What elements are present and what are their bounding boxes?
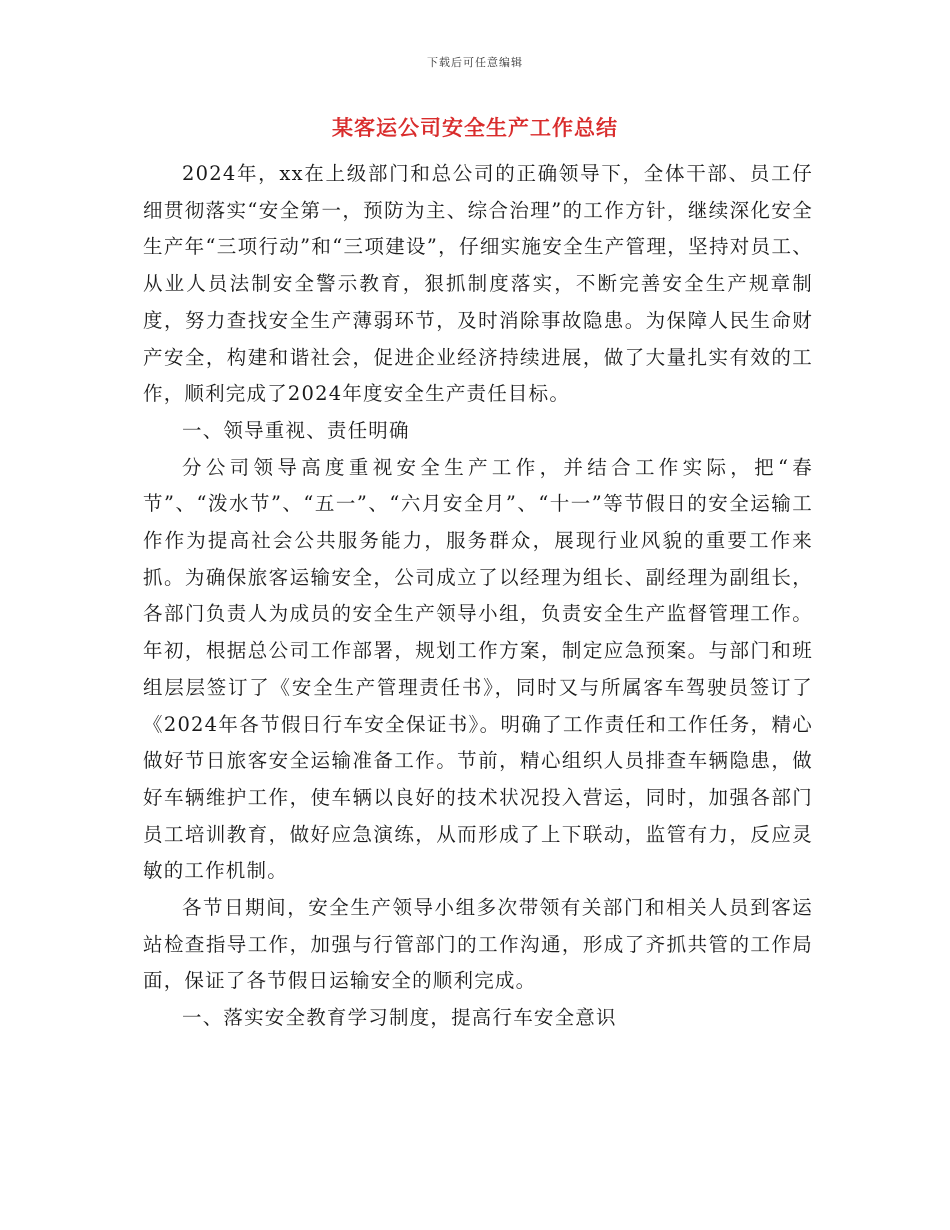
header-note: 下载后可任意编辑 [427, 56, 523, 69]
paragraph-intro: 2024年，xx在上级部门和总公司的正确领导下，全体干部、员工仔细贯彻落实“安全第一，预防为主、综合治理”的工作方针，继续深化安全生产年“三项行动”和“三项建设”，仔细实施安全生产管理，坚持对员工、从业人员法制安全警示教育，狠抓制度落实，不断完善安全生产规章制度，努力查找安全生产薄弱环节，及时消除事故隐患。为保障人民生命财产安全，构建和谐社会，促进企业经济持续进展，做了大量扎实有效的工作，顺利完成了2024年度安全生产责任目标。 [143, 162, 813, 406]
section-heading-leadership: 一、领导重视、责任明确 [182, 418, 410, 442]
paragraph-leadership: 分公司领导高度重视安全生产工作，并结合工作实际，把“春节”、“泼水节”、“五一”、“六月安全月”、“十一”等节假日的安全运输工作作为提高社会公共服务能力，服务群众，展现行业风貌的重要工作来抓。为确保旅客运输安全，公司成立了以经理为组长、副经理为副组长，各部门负责人为成员的安全生产领导小组，负责安全生产监督管理工作。年初，根据总公司工作部署，规划工作方案，制定应急预案。与部门和班组层层签订了《安全生产管理责任书》，同时又与所属客车驾驶员签订了《2024年各节假日行车安全保证书》。明确了工作责任和工作任务，精心做好节日旅客安全运输准备工作。节前，精心组织人员排查车辆隐患，做好车辆维护工作，使车辆以良好的技术状况投入营运，同时，加强各部门员工培训教育，做好应急演练，从而形成了上下联动，监管有力，反应灵敏的工作机制。 [143, 455, 813, 883]
paragraph-holiday-inspection: 各节日期间，安全生产领导小组多次带领有关部门和相关人员到客运站检查指导工作，加强与行管部门的工作沟通，形成了齐抓共管的工作局面，保证了各节假日运输安全的顺利完成。 [143, 896, 813, 993]
document-title: 某客运公司安全生产工作总结 [332, 115, 618, 140]
document-body [143, 156, 813, 1037]
section-heading-education: 一、落实安全教育学习制度，提高行车安全意识 [182, 1006, 617, 1030]
